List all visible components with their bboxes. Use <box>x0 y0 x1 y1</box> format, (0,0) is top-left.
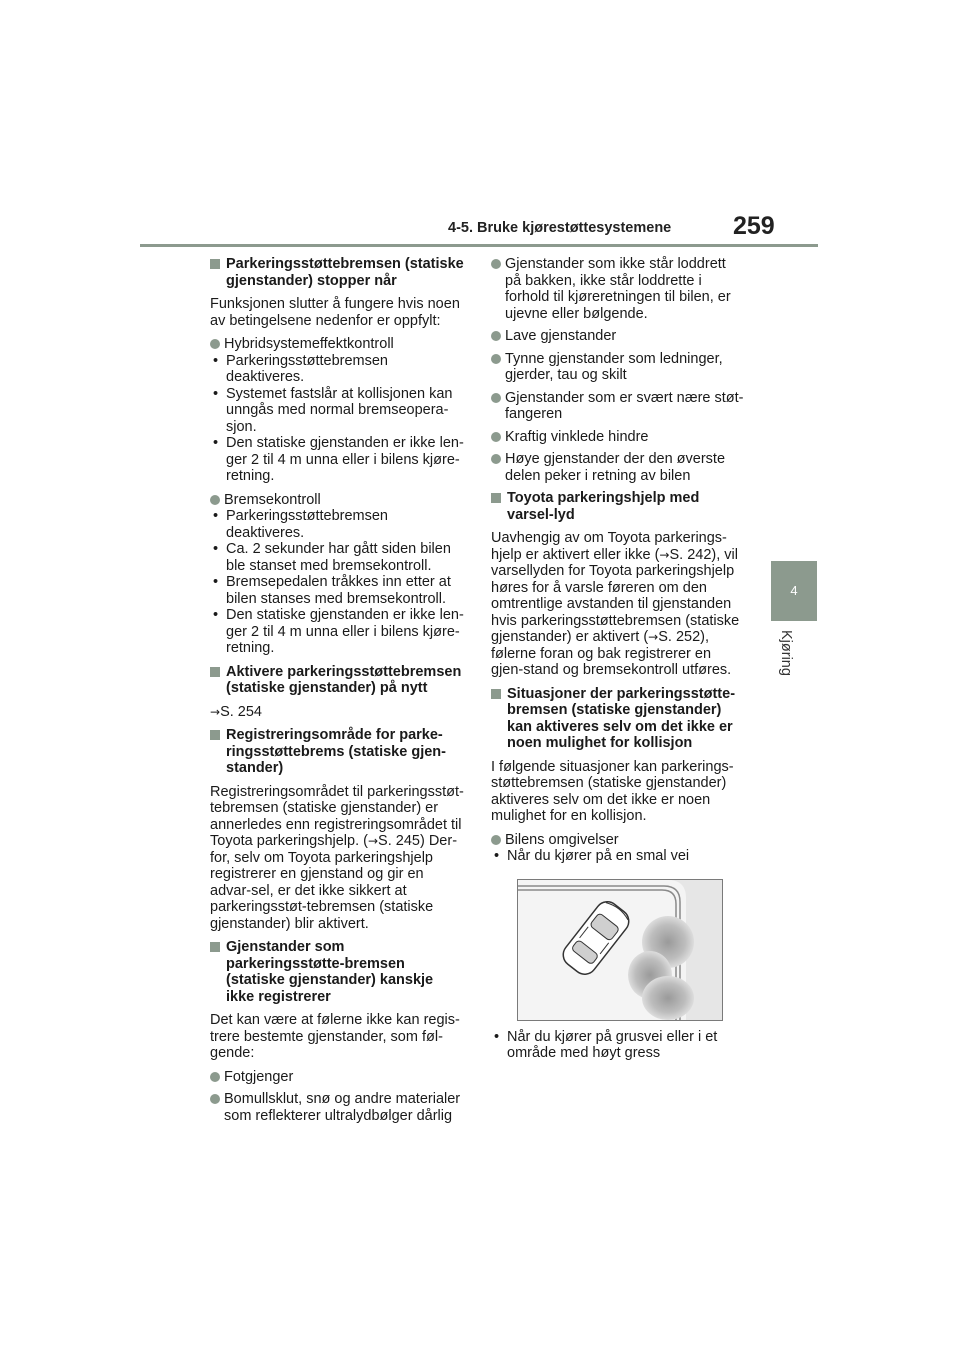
paragraph-text: Registreringsområdet til parkeringsstøt-tebremsen (statiske gjenstander) er annerledes enn registreringsområdet til Toyota parkeringshjelp. ( <box>210 783 464 849</box>
square-bullet-icon <box>210 259 220 269</box>
bullet-text: Gjenstander som ikke står loddrett på bakken, ikke står loddrette i forhold til kjøreretningen til bilen, er ujevne eller bølgende. <box>505 256 731 322</box>
sub-item: • Systemet fastslår at kollisjonen kan unngås med normal bremseopera-sjon. <box>213 385 453 435</box>
paragraph: Funksjonen slutter å fungere hvis noen av betingelsene nedenfor er oppfylt: <box>210 296 460 329</box>
heading-text: Gjenstander som parkeringsstøtte-bremsen (statiske gjenstander) kanskje ikke registrerer <box>226 939 434 1005</box>
sub-item-text: Systemet fastslår at kollisjonen kan unngås med normal bremseopera-sjon. <box>226 385 453 435</box>
sub-item-text: Parkeringsstøttebremsen deaktiveres. <box>226 352 388 385</box>
paragraph <box>491 530 745 679</box>
section-heading <box>491 686 745 752</box>
sub-item-text: Parkeringsstøttebremsen deaktiveres. <box>226 508 388 541</box>
bullet-text: Hybridsystemeffektkontroll <box>224 336 394 352</box>
chapter-title: Kjøring <box>778 630 794 676</box>
reference-text: S. 254 <box>220 703 262 720</box>
bullet-item <box>491 351 745 384</box>
bullet-item <box>491 328 745 345</box>
bullet-item <box>210 1091 464 1124</box>
circle-bullet-icon <box>210 495 220 505</box>
bullet-item <box>491 429 745 446</box>
circle-bullet-icon <box>491 432 501 442</box>
square-bullet-icon <box>210 667 220 677</box>
sub-item-text: Når du kjører på grusvei eller i et område med høyt gress <box>507 1028 718 1061</box>
page-number: 259 <box>733 212 775 240</box>
bullet-text: Lave gjenstander <box>505 328 617 344</box>
narrow-road-illustration <box>517 879 723 1021</box>
sub-item: • Bremsepedalen tråkkes inn etter at bilen stanses med bremsekontroll. <box>213 574 451 607</box>
heading-text: Situasjoner der parkeringsstøtte-bremsen (statiske gjenstander) kan aktiveres selv om det ikke er noen mulighet for kollisjon <box>507 685 736 751</box>
sub-item-text: Bremsepedalen tråkkes inn etter at bilen stanses med bremsekontroll. <box>226 574 451 607</box>
section-heading <box>210 939 464 1005</box>
bullet-item <box>491 451 745 484</box>
sub-item-text: Den statiske gjenstanden er ikke len-ger 2 til 4 m unna eller i bilens kjøre-retning. <box>226 435 464 484</box>
right-arrow-icon: → <box>659 547 670 562</box>
square-bullet-icon <box>491 689 501 699</box>
bullet-group <box>210 492 464 657</box>
bullet-text: Bremsekontroll <box>224 491 321 508</box>
bullet-text: Gjenstander som er svært nære støt-fangeren <box>505 389 744 422</box>
paragraph <box>210 784 464 933</box>
bullet-item <box>210 492 464 509</box>
page-reference[interactable]: S. 252 <box>658 629 701 645</box>
section-heading <box>210 664 464 697</box>
section-title: 4-5. Bruke kjørestøttesystemene <box>448 220 672 236</box>
heading-text: Aktivere parkeringsstøttebremsen (statiske gjenstander) på nytt <box>226 663 462 696</box>
paragraph-text: Uavhengig av om Toyota parkerings-hjelp er aktivert eller ikke ( <box>491 530 727 563</box>
circle-bullet-icon <box>491 331 501 341</box>
left-column <box>210 256 464 1130</box>
section-heading <box>210 727 464 777</box>
bullet-text: Tynne gjenstander som ledninger, gjerder, tau og skilt <box>505 350 723 383</box>
paragraph-text: ), følerne foran og bak registrerer en gjen-stand og bremsekontroll utføres. <box>491 629 732 678</box>
sub-item-text: Når du kjører på en smal vei <box>507 848 690 864</box>
section-heading <box>210 256 464 289</box>
paragraph-text: ) Der-for, selv om Toyota parkeringshjelp registrerer en gjenstand og gir en advar-sel, er det ikke sikkert at parkeringsstøt-tebremsen (statiske gjenstander) blir aktivert. <box>210 833 458 932</box>
square-bullet-icon <box>210 942 220 952</box>
bullet-text: Fotgjenger <box>224 1068 294 1085</box>
square-bullet-icon <box>210 730 220 740</box>
right-arrow-icon: → <box>210 704 221 719</box>
paragraph-text: ), vil varsellyden for Toyota parkeringshjelp høres for å varsle føreren om den omtrentlige avstanden til gjenstanden hvis parkeringsstøttebremsen (statiske gjenstander) er aktivert ( <box>491 546 740 645</box>
page-reference[interactable]: S. 245 <box>378 833 420 849</box>
sub-item-text: Ca. 2 sekunder har gått siden bilen ble stanset med bremsekontroll. <box>226 541 451 574</box>
page-reference[interactable]: S. 242 <box>669 546 712 563</box>
circle-bullet-icon <box>491 354 501 364</box>
bullet-item <box>210 1069 464 1086</box>
chapter-tab[interactable] <box>771 561 817 621</box>
sub-item: • Parkeringsstøttebremsen deaktiveres. <box>213 352 388 385</box>
circle-bullet-icon <box>491 835 501 845</box>
sub-item: • Når du kjører på en smal vei <box>494 848 690 864</box>
bullet-text: Bilens omgivelser <box>505 831 619 848</box>
paragraph: I følgende situasjoner kan parkerings-støttebremsen (statiske gjenstander) aktiveres selv om det ikke er noen mulighet for en kollisjon. <box>491 758 734 824</box>
paragraph: Det kan være at følerne ikke kan regis-trere bestemte gjenstander, som føl-gende: <box>210 1012 460 1061</box>
chapter-number: 4 <box>790 583 798 598</box>
square-bullet-icon <box>491 493 501 503</box>
bullet-text: Bomullsklut, snø og andre materialer som reflekterer ultralydbølger dårlig <box>224 1091 461 1124</box>
circle-bullet-icon <box>210 1072 220 1082</box>
right-arrow-icon: → <box>648 630 659 644</box>
bullet-group <box>210 336 464 485</box>
bullet-item <box>491 390 745 423</box>
heading-text: Parkeringsstøttebremsen (statiske gjenstander) stopper når <box>226 256 464 289</box>
circle-bullet-icon <box>491 259 501 269</box>
circle-bullet-icon <box>491 393 501 403</box>
bullet-item <box>491 256 745 322</box>
sub-item: • Den statiske gjenstanden er ikke len-ger 2 til 4 m unna eller i bilens kjøre-retning. <box>213 435 464 484</box>
page-reference[interactable] <box>210 704 464 721</box>
section-heading <box>491 490 745 523</box>
bullet-item <box>210 336 464 353</box>
bullet-text: Høye gjenstander der den øverste delen peker i retning av bilen <box>505 451 726 484</box>
sub-item-text: Den statiske gjenstanden er ikke len-ger 2 til 4 m unna eller i bilens kjøre-retning. <box>226 607 464 656</box>
circle-bullet-icon <box>210 1094 220 1104</box>
circle-bullet-icon <box>210 339 220 349</box>
right-column <box>491 256 745 1062</box>
right-arrow-icon: → <box>367 834 379 848</box>
header-divider <box>140 244 818 247</box>
heading-text: Toyota parkeringshjelp med varsel-lyd <box>507 490 700 523</box>
sub-item: • Når du kjører på grusvei eller i et område med høyt gress <box>494 1028 718 1061</box>
heading-text: Registreringsområde for parke-ringsstøttebrems (statiske gjen-stander) <box>226 727 446 776</box>
sub-item: • Ca. 2 sekunder har gått siden bilen ble stanset med bremsekontroll. <box>213 541 451 574</box>
bullet-item <box>491 832 745 849</box>
circle-bullet-icon <box>491 454 501 464</box>
sub-item: • Den statiske gjenstanden er ikke len-ger 2 til 4 m unna eller i bilens kjøre-retning. <box>213 607 464 656</box>
narrow-road-car-image <box>518 880 722 1020</box>
sub-item: • Parkeringsstøttebremsen deaktiveres. <box>213 508 388 541</box>
bullet-text: Kraftig vinklede hindre <box>505 428 649 445</box>
